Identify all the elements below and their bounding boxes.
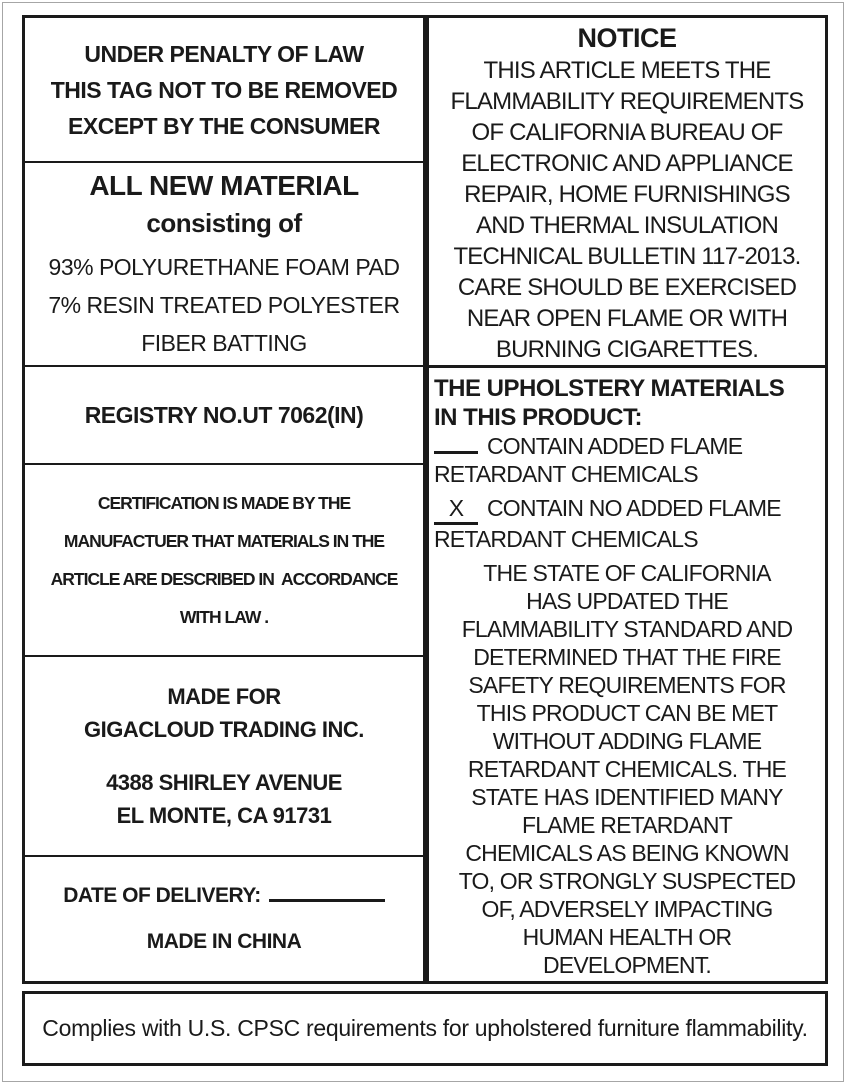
option-no-added-line1 (429, 494, 825, 525)
certification-section (25, 465, 423, 657)
made-for-section (25, 657, 423, 857)
text-line: OF, ADVERSELY IMPACTING (481, 896, 773, 922)
text-line: THIS PRODUCT CAN BE MET (476, 700, 778, 726)
text-line: REPAIR, HOME FURNISHINGS (464, 180, 790, 208)
text-line: 4388 SHIRLEY AVENUE (106, 770, 342, 795)
upholstery-paragraph (429, 559, 825, 979)
material-subtitle: consisting of (146, 208, 302, 238)
text-line: TECHNICAL BULLETIN 117-2013. (453, 242, 801, 270)
delivery-section (25, 857, 423, 981)
text-line: AND THERMAL INSULATION (475, 211, 778, 239)
text-line: WITHOUT ADDING FLAME (492, 728, 762, 754)
option-added-text: CONTAIN ADDED FLAME (487, 433, 743, 459)
text-line: CERTIFICATION IS MADE BY THE (97, 493, 351, 513)
material-components (48, 248, 399, 362)
checkbox-x-mark: X (434, 494, 478, 525)
text-line: CHEMICALS AS BEING KNOWN (465, 840, 789, 866)
text-line: HAS UPDATED THE (526, 588, 728, 614)
option-no-added-line2: RETARDANT CHEMICALS (434, 526, 698, 552)
delivery-date-blank-underline (269, 899, 385, 902)
text-line: 93% POLYURETHANE FOAM PAD (48, 254, 400, 280)
text-line: CARE SHOULD BE EXERCISED (457, 273, 797, 301)
option-added-line2: RETARDANT CHEMICALS (434, 461, 698, 487)
option-no-added-text: CONTAIN NO ADDED FLAME (487, 495, 781, 521)
text-line: FLAME RETARDANT (522, 812, 732, 838)
delivery-date-label: DATE OF DELIVERY: (63, 884, 261, 907)
text-line: HUMAN HEALTH OR (522, 924, 732, 950)
text-line: THIS TAG NOT TO BE REMOVED (50, 76, 398, 103)
checkbox-blank-underline (434, 451, 478, 454)
registry-number: REGISTRY NO.UT 7062(IN) (84, 401, 364, 428)
registry-section (25, 367, 423, 465)
text-line: FLAMMABILITY STANDARD AND (461, 616, 793, 642)
option-added-line1 (429, 432, 825, 460)
text-line: NEAR OPEN FLAME OR WITH (466, 304, 788, 332)
text-line: RETARDANT CHEMICALS. THE (467, 756, 787, 782)
notice-body (451, 55, 804, 365)
text-line: FIBER BATTING (141, 330, 307, 356)
material-section (25, 163, 423, 367)
made-in-country: MADE IN CHINA (146, 930, 302, 953)
text-line: TO, OR STRONGLY SUSPECTED (458, 868, 796, 894)
made-for-title: MADE FOR (167, 684, 281, 709)
text-line: DEVELOPMENT. (542, 952, 712, 978)
text-line: ARTICLE ARE DESCRIBED IN ACCORDANCE (50, 569, 398, 589)
text-line: IN THIS PRODUCT: (434, 404, 642, 431)
cpsc-compliance-bar (22, 991, 828, 1066)
text-line: THE UPHOLSTERY MATERIALS (434, 375, 785, 402)
text-line: 7% RESIN TREATED POLYESTER (48, 292, 400, 318)
notice-title: NOTICE (577, 22, 677, 53)
right-panel (426, 15, 828, 984)
text-line: ELECTRONIC AND APPLIANCE (461, 149, 793, 177)
text-line: DETERMINED THAT THE FIRE (473, 644, 781, 670)
text-line: SAFETY REQUIREMENTS FOR (468, 672, 786, 698)
text-line: EL MONTE, CA 91731 (116, 803, 332, 828)
upholstery-section (429, 368, 825, 981)
text-line: UNDER PENALTY OF LAW (84, 40, 364, 67)
text-line: FLAMMABILITY REQUIREMENTS (450, 87, 804, 115)
text-line: WITH LAW . (179, 607, 269, 627)
text-line: THIS ARTICLE MEETS THE (483, 56, 771, 84)
company-address (106, 766, 342, 832)
text-line: BURNING CIGARETTES. (495, 335, 759, 363)
delivery-date-line (63, 879, 385, 913)
notice-section (429, 18, 825, 368)
cpsc-compliance-text: Complies with U.S. CPSC requirements for upholstered furniture flammability. (42, 1015, 808, 1041)
upholstery-header (429, 374, 825, 432)
text-line: MANUFACTUER THAT MATERIALS IN THE (63, 531, 385, 551)
left-panel (22, 15, 426, 984)
option-contain-added-flame (429, 432, 825, 488)
text-line: EXCEPT BY THE CONSUMER (68, 112, 380, 139)
option-contain-no-added-flame (429, 494, 825, 553)
company-name: GIGACLOUD TRADING INC. (84, 717, 364, 742)
material-title: ALL NEW MATERIAL (89, 170, 359, 201)
penalty-section (25, 18, 423, 163)
text-line: STATE HAS IDENTIFIED MANY (471, 784, 783, 810)
text-line: THE STATE OF CALIFORNIA (483, 560, 771, 586)
text-line: OF CALIFORNIA BUREAU OF (471, 118, 783, 146)
